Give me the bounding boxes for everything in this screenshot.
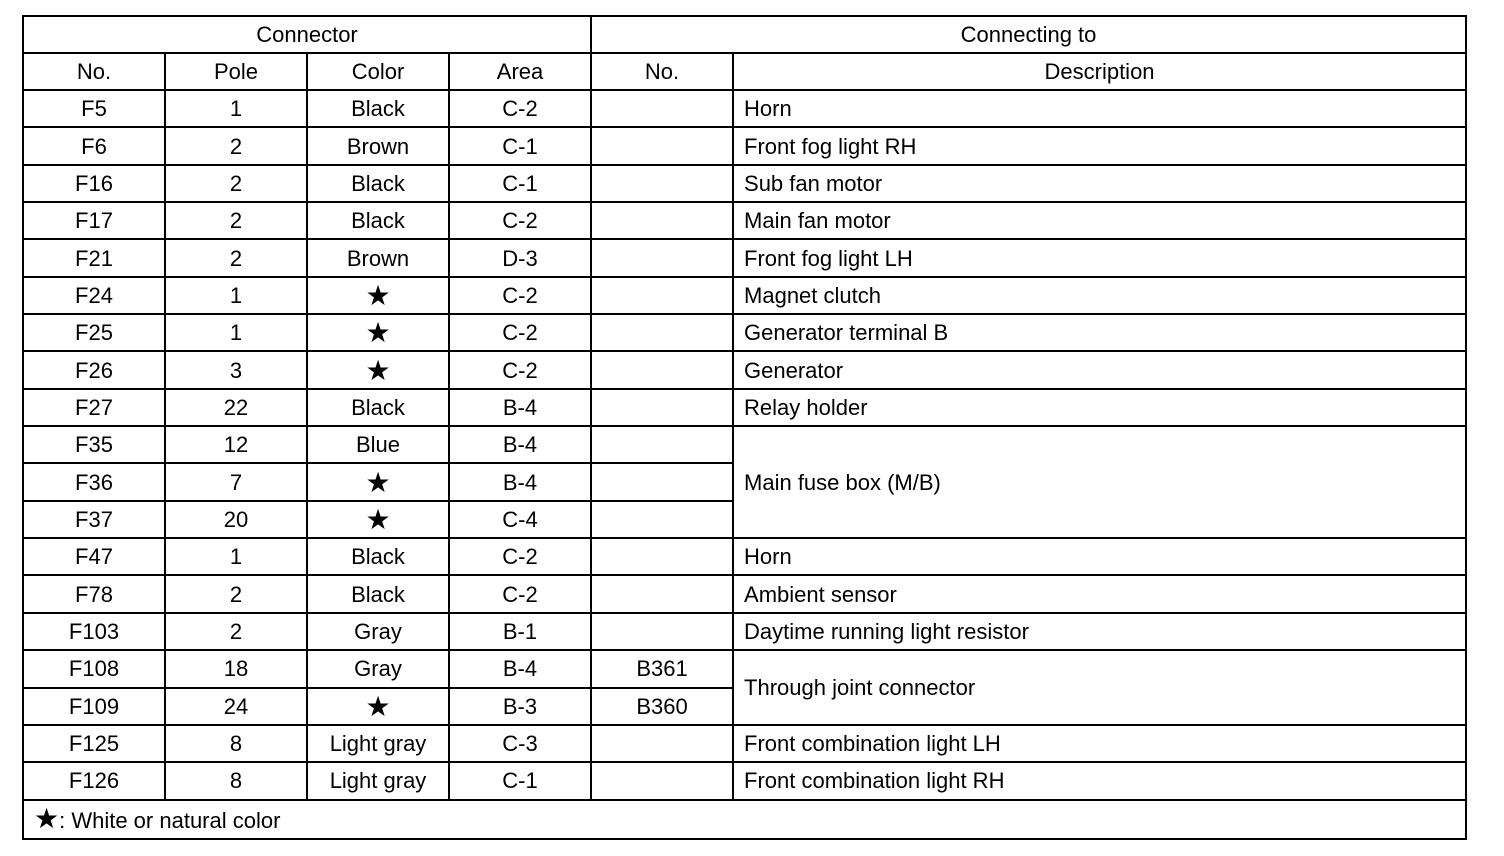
footnote-text: : White or natural color — [59, 807, 281, 833]
star-icon: ★ — [307, 688, 449, 725]
cell-connecting-no — [591, 239, 733, 276]
cell-area: C-2 — [449, 575, 591, 612]
table-row — [23, 613, 1466, 650]
cell-description: Front combination light RH — [733, 762, 1466, 799]
table-row — [23, 90, 1466, 127]
cell-no: F78 — [23, 575, 165, 612]
cell-no: F35 — [23, 426, 165, 463]
table-row — [23, 351, 1466, 388]
cell-description: Sub fan motor — [733, 165, 1466, 202]
cell-color: Black — [307, 165, 449, 202]
cell-area: B-4 — [449, 650, 591, 687]
cell-color: Blue — [307, 426, 449, 463]
cell-no: F47 — [23, 538, 165, 575]
cell-description: Magnet clutch — [733, 277, 1466, 314]
star-icon: ★ — [307, 277, 449, 314]
cell-color: Black — [307, 389, 449, 426]
cell-no: F109 — [23, 688, 165, 725]
table-row — [23, 127, 1466, 164]
cell-color: Black — [307, 575, 449, 612]
cell-pole: 1 — [165, 90, 307, 127]
cell-area: C-1 — [449, 127, 591, 164]
table-row — [23, 426, 1466, 463]
cell-no: F17 — [23, 202, 165, 239]
cell-description: Main fan motor — [733, 202, 1466, 239]
cell-no: F5 — [23, 90, 165, 127]
cell-pole: 2 — [165, 239, 307, 276]
cell-area: B-4 — [449, 463, 591, 500]
cell-no: F36 — [23, 463, 165, 500]
cell-pole: 12 — [165, 426, 307, 463]
cell-no: F27 — [23, 389, 165, 426]
cell-description: Ambient sensor — [733, 575, 1466, 612]
cell-color: Black — [307, 90, 449, 127]
cell-description: Horn — [733, 90, 1466, 127]
cell-connecting-no — [591, 351, 733, 388]
table-row — [23, 389, 1466, 426]
cell-connecting-no — [591, 277, 733, 314]
cell-description: Relay holder — [733, 389, 1466, 426]
cell-connecting-no: B360 — [591, 688, 733, 725]
cell-connecting-no — [591, 501, 733, 538]
cell-color: Light gray — [307, 725, 449, 762]
cell-area: C-2 — [449, 90, 591, 127]
cell-connecting-no — [591, 463, 733, 500]
cell-no: F125 — [23, 725, 165, 762]
cell-pole: 3 — [165, 351, 307, 388]
header-color: Color — [307, 53, 449, 90]
table-row — [23, 762, 1466, 799]
cell-pole: 24 — [165, 688, 307, 725]
cell-pole: 2 — [165, 165, 307, 202]
cell-connecting-no — [591, 762, 733, 799]
cell-no: F16 — [23, 165, 165, 202]
cell-area: C-2 — [449, 202, 591, 239]
cell-connecting-no — [591, 575, 733, 612]
cell-pole: 22 — [165, 389, 307, 426]
cell-area: B-3 — [449, 688, 591, 725]
cell-area: C-1 — [449, 762, 591, 799]
cell-color: Gray — [307, 613, 449, 650]
cell-description: Generator terminal B — [733, 314, 1466, 351]
cell-no: F21 — [23, 239, 165, 276]
cell-area: B-4 — [449, 426, 591, 463]
cell-connecting-no — [591, 538, 733, 575]
cell-pole: 2 — [165, 202, 307, 239]
header-connecting-to: Connecting to — [591, 16, 1466, 53]
cell-no: F26 — [23, 351, 165, 388]
table-row — [23, 575, 1466, 612]
cell-pole: 8 — [165, 725, 307, 762]
cell-pole: 2 — [165, 127, 307, 164]
cell-connecting-no — [591, 127, 733, 164]
cell-connecting-no — [591, 725, 733, 762]
table-row — [23, 165, 1466, 202]
connector-table — [22, 15, 1467, 840]
cell-connecting-no — [591, 426, 733, 463]
cell-pole: 7 — [165, 463, 307, 500]
cell-color: Brown — [307, 127, 449, 164]
cell-connecting-no: B361 — [591, 650, 733, 687]
cell-connecting-no — [591, 314, 733, 351]
header-no: No. — [23, 53, 165, 90]
cell-description: Horn — [733, 538, 1466, 575]
cell-connecting-no — [591, 90, 733, 127]
header-columns-row — [23, 53, 1466, 90]
cell-color: Gray — [307, 650, 449, 687]
table-body — [23, 90, 1466, 839]
cell-pole: 2 — [165, 575, 307, 612]
cell-color: Light gray — [307, 762, 449, 799]
table-row — [23, 314, 1466, 351]
cell-area: C-2 — [449, 314, 591, 351]
cell-area: D-3 — [449, 239, 591, 276]
cell-no: F6 — [23, 127, 165, 164]
cell-connecting-no — [591, 613, 733, 650]
cell-color: Black — [307, 202, 449, 239]
cell-area: B-4 — [449, 389, 591, 426]
cell-color: Black — [307, 538, 449, 575]
cell-no: F25 — [23, 314, 165, 351]
header-description: Description — [733, 53, 1466, 90]
cell-pole: 1 — [165, 277, 307, 314]
cell-description: Main fuse box (M/B) — [733, 426, 1466, 538]
cell-area: C-2 — [449, 277, 591, 314]
star-icon: ★ — [34, 802, 60, 834]
footnote — [23, 800, 1466, 839]
table-row — [23, 239, 1466, 276]
cell-area: C-2 — [449, 538, 591, 575]
star-icon: ★ — [307, 501, 449, 538]
table-row — [23, 538, 1466, 575]
cell-area: B-1 — [449, 613, 591, 650]
cell-pole: 18 — [165, 650, 307, 687]
footnote-row — [23, 800, 1466, 839]
header-group-row — [23, 16, 1466, 53]
cell-color: Brown — [307, 239, 449, 276]
header-pole: Pole — [165, 53, 307, 90]
cell-description: Front fog light LH — [733, 239, 1466, 276]
cell-pole: 8 — [165, 762, 307, 799]
cell-pole: 1 — [165, 314, 307, 351]
cell-no: F126 — [23, 762, 165, 799]
table-row — [23, 277, 1466, 314]
cell-area: C-1 — [449, 165, 591, 202]
cell-area: C-2 — [449, 351, 591, 388]
cell-no: F24 — [23, 277, 165, 314]
header-area: Area — [449, 53, 591, 90]
cell-connecting-no — [591, 165, 733, 202]
cell-connecting-no — [591, 389, 733, 426]
cell-area: C-4 — [449, 501, 591, 538]
table-row — [23, 202, 1466, 239]
cell-description: Front fog light RH — [733, 127, 1466, 164]
star-icon: ★ — [307, 314, 449, 351]
table-row — [23, 725, 1466, 762]
cell-description: Daytime running light resistor — [733, 613, 1466, 650]
cell-no: F103 — [23, 613, 165, 650]
cell-no: F37 — [23, 501, 165, 538]
header-connector: Connector — [23, 16, 591, 53]
cell-no: F108 — [23, 650, 165, 687]
table-row — [23, 650, 1466, 687]
cell-area: C-3 — [449, 725, 591, 762]
cell-description: Generator — [733, 351, 1466, 388]
star-icon: ★ — [307, 351, 449, 388]
cell-pole: 20 — [165, 501, 307, 538]
cell-pole: 1 — [165, 538, 307, 575]
header-connecting-no: No. — [591, 53, 733, 90]
cell-pole: 2 — [165, 613, 307, 650]
cell-description: Front combination light LH — [733, 725, 1466, 762]
star-icon: ★ — [307, 463, 449, 500]
cell-description: Through joint connector — [733, 650, 1466, 725]
cell-connecting-no — [591, 202, 733, 239]
